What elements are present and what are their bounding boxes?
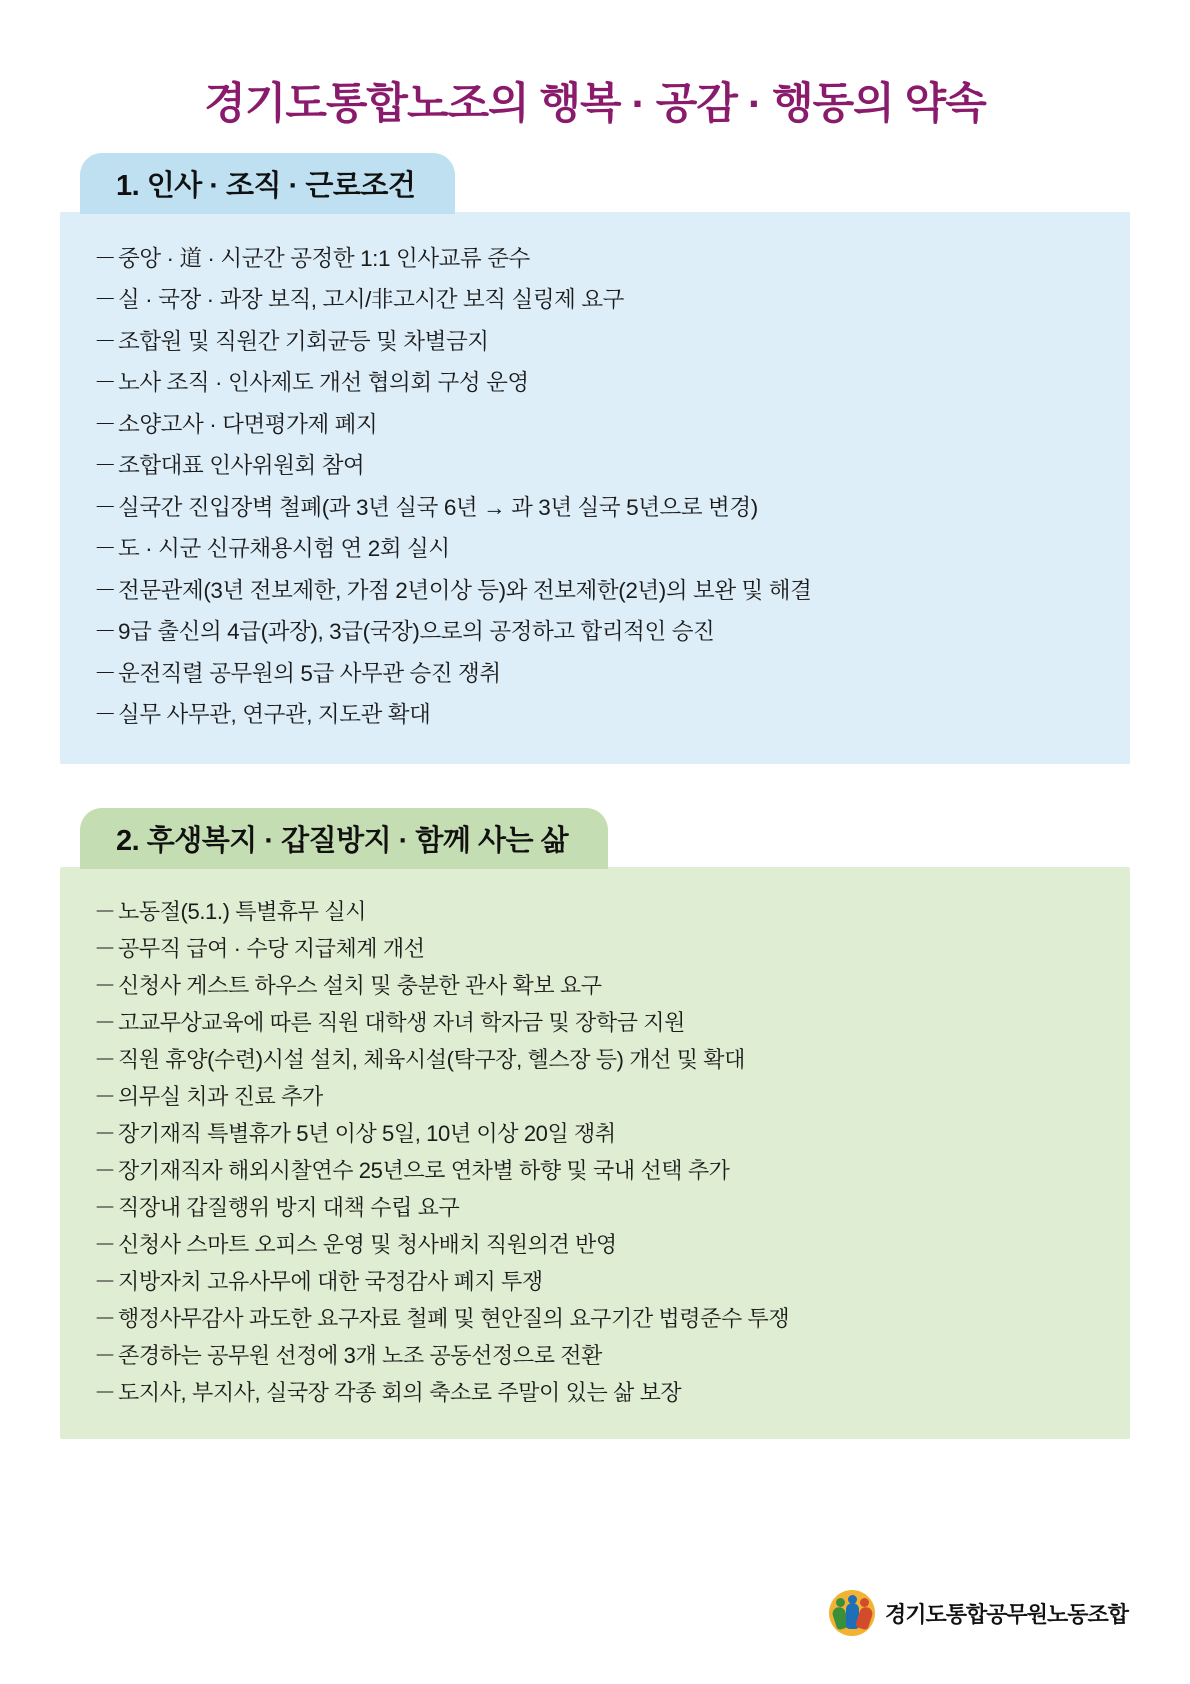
- bullet-dash: －: [94, 1046, 116, 1072]
- list-item: [94, 238, 1096, 280]
- bullet-dash: －: [94, 935, 116, 961]
- list-item: [94, 1337, 1096, 1374]
- section-2-heading: 2. 후생복지 · 갑질방지 · 함께 사는 삶: [80, 808, 608, 869]
- list-item-text: 장기재직자 해외시찰연수 25년으로 연차별 하향 및 국내 선택 추가: [118, 1157, 730, 1183]
- bullet-dash: －: [94, 328, 117, 354]
- list-item: [94, 893, 1096, 930]
- bullet-dash: －: [94, 1379, 116, 1405]
- organization-name: 경기도통합공무원노동조합: [884, 1601, 1128, 1627]
- bullet-dash: －: [94, 1305, 116, 1331]
- list-item: [94, 1041, 1096, 1078]
- list-item-text: 공무직 급여 · 수당 지급체계 개선: [118, 935, 425, 961]
- list-item: [94, 487, 1096, 529]
- list-item-text: 조합대표 인사위원회 참여: [118, 453, 365, 478]
- bullet-dash: －: [94, 1120, 116, 1146]
- list-item-text: 실무 사무관, 연구관, 지도관 확대: [118, 702, 431, 727]
- list-item-text: 존경하는 공무원 선정에 3개 노조 공동선정으로 전환: [118, 1342, 603, 1368]
- list-item: [94, 446, 1096, 488]
- list-item-text: 노동절(5.1.) 특별휴무 실시: [118, 898, 367, 924]
- list-item-text: 도 · 시군 신규채용시험 연 2회 실시: [118, 536, 450, 561]
- list-item-text: 직장내 갑질행위 방지 대책 수립 요구: [118, 1194, 460, 1220]
- list-item: [94, 1078, 1096, 1115]
- bullet-dash: －: [94, 411, 117, 437]
- bullet-dash: －: [94, 898, 116, 924]
- list-item-text: 행정사무감사 과도한 요구자료 철폐 및 현안질의 요구기간 법령준수 투쟁: [118, 1305, 790, 1331]
- page-title: 경기도통합노조의 행복 · 공감 · 행동의 약속: [204, 80, 986, 128]
- bullet-dash: －: [94, 1194, 116, 1220]
- bullet-dash: －: [94, 370, 117, 395]
- list-item-text: 소양고사 · 다면평가제 폐지: [118, 411, 378, 437]
- list-item: [94, 930, 1096, 967]
- list-item-text: 실국간 진입장벽 철폐(과 3년 실국 6년 → 과 3년 실국 5년으로 변경): [118, 494, 758, 520]
- list-item-text: 신청사 스마트 오피스 운영 및 청사배치 직원의견 반영: [118, 1231, 617, 1257]
- section-1-body: [60, 212, 1130, 764]
- list-item: [94, 529, 1096, 571]
- list-item: [94, 1226, 1096, 1263]
- bullet-dash: －: [94, 453, 117, 478]
- list-item: [94, 1263, 1096, 1300]
- list-item: [94, 570, 1096, 612]
- list-item-text: 도지사, 부지사, 실국장 각종 회의 축소로 주말이 있는 삶 보장: [118, 1379, 682, 1405]
- list-item-text: 전문관제(3년 전보제한, 가점 2년이상 등)와 전보제한(2년)의 보완 및 해결: [118, 577, 812, 603]
- list-item: [94, 1374, 1096, 1411]
- list-item: [94, 1189, 1096, 1226]
- bullet-dash: －: [94, 619, 117, 644]
- list-item: [94, 1152, 1096, 1189]
- footer-logo: [829, 1590, 1128, 1636]
- list-item: [94, 321, 1096, 363]
- list-item: [94, 404, 1096, 446]
- list-item: [94, 1004, 1096, 1041]
- list-item: [94, 967, 1096, 1004]
- bullet-dash: －: [94, 1083, 116, 1109]
- bullet-dash: －: [94, 1157, 116, 1183]
- list-item-text: 지방자치 고유사무에 대한 국정감사 폐지 투쟁: [118, 1268, 543, 1294]
- bullet-dash: －: [94, 1268, 116, 1294]
- bullet-dash: －: [94, 660, 117, 686]
- bullet-dash: －: [94, 245, 117, 271]
- list-item: [94, 653, 1096, 695]
- list-item: [94, 1300, 1096, 1337]
- section-personnel: [60, 153, 1130, 764]
- list-item-text: 신청사 게스트 하우스 설치 및 충분한 관사 확보 요구: [118, 972, 602, 998]
- section-welfare: [60, 808, 1130, 1439]
- list-item: [94, 612, 1096, 654]
- bullet-dash: －: [94, 1342, 116, 1368]
- list-item-text: 노사 조직 · 인사제도 개선 협의회 구성 운영: [118, 370, 529, 395]
- bullet-dash: －: [94, 577, 117, 603]
- section-1-heading: 1. 인사 · 조직 · 근로조건: [80, 153, 455, 214]
- list-item-text: 조합원 및 직원간 기회균등 및 차별금지: [118, 328, 489, 354]
- section-2-body: [60, 867, 1130, 1439]
- bullet-dash: －: [94, 1009, 116, 1035]
- list-item: [94, 280, 1096, 322]
- list-item: [94, 363, 1096, 405]
- list-item: [94, 1115, 1096, 1152]
- bullet-dash: －: [94, 536, 117, 561]
- union-people-logo-icon: [829, 1590, 875, 1636]
- list-item-text: 장기재직 특별휴가 5년 이상 5일, 10년 이상 20일 쟁취: [118, 1120, 616, 1146]
- list-item-text: 운전직렬 공무원의 5급 사무관 승진 쟁취: [118, 660, 501, 686]
- list-item-text: 고교무상교육에 따른 직원 대학생 자녀 학자금 및 장학금 지원: [118, 1009, 686, 1035]
- list-item-text: 9급 출신의 4급(과장), 3급(국장)으로의 공정하고 합리적인 승진: [118, 619, 715, 644]
- bullet-dash: －: [94, 1231, 116, 1257]
- list-item-text: 직원 휴양(수련)시설 설치, 체육시설(탁구장, 헬스장 등) 개선 및 확대: [118, 1046, 745, 1072]
- bullet-dash: －: [94, 494, 117, 520]
- bullet-dash: －: [94, 972, 116, 998]
- list-item: [94, 695, 1096, 737]
- list-item-text: 의무실 치과 진료 추가: [118, 1083, 323, 1109]
- bullet-dash: －: [94, 702, 117, 727]
- list-item-text: 중앙 · 道 · 시군간 공정한 1:1 인사교류 준수: [118, 245, 530, 271]
- bullet-dash: －: [94, 287, 117, 312]
- list-item-text: 실 · 국장 · 과장 보직, 고시/非고시간 보직 실링제 요구: [118, 287, 625, 312]
